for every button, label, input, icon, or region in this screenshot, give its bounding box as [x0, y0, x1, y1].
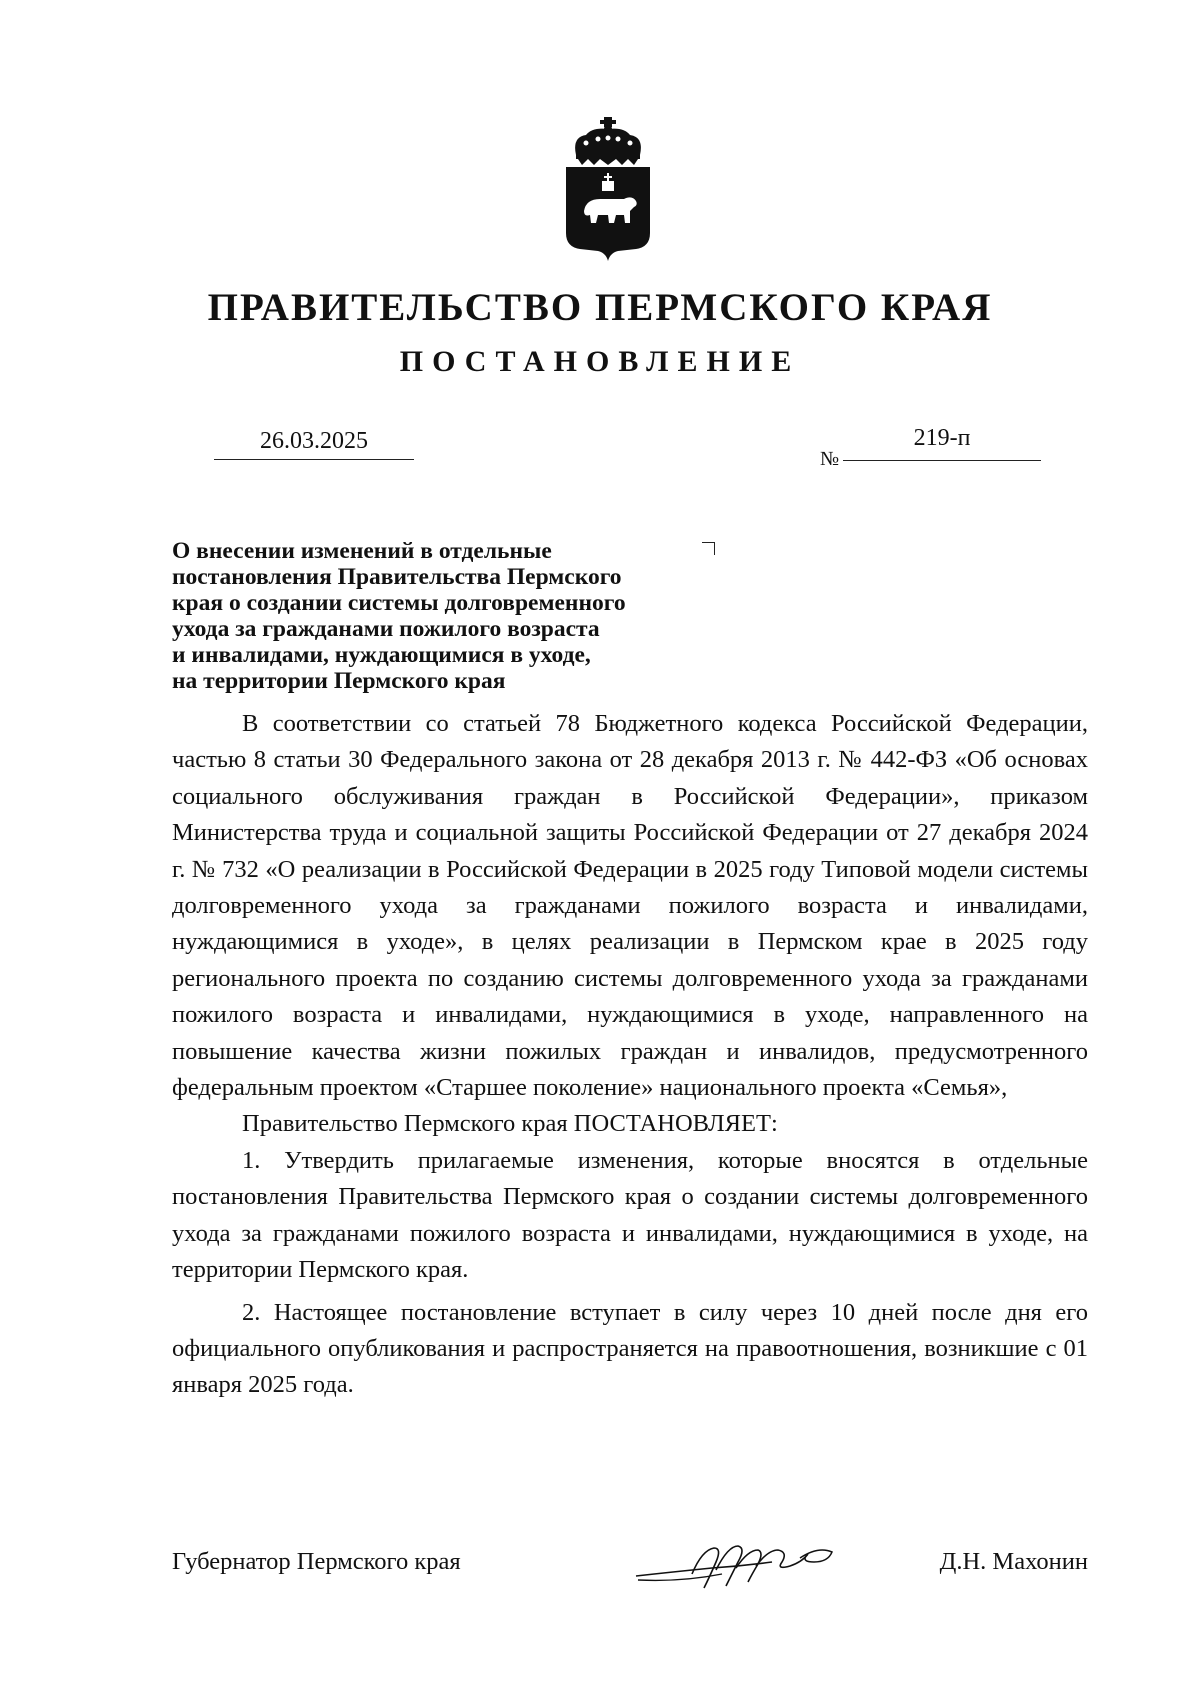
- document-number: 219-п: [843, 425, 1041, 461]
- resolves-paragraph: Правительство Пермского края ПОСТАНОВЛЯЕТ:: [242, 1110, 778, 1138]
- subject-line: О внесении изменений в отдельные: [172, 538, 552, 564]
- signature-block: [172, 1548, 1088, 1598]
- item-2-paragraph: 2. Настоящее постановление вступает в силу через 10 дней после дня его официального опубликования и распространяется на правоотношения, возникшие с 01 января 2025 года.: [172, 1298, 1088, 1399]
- signatory-name: Д.Н. Махонин: [939, 1548, 1088, 1575]
- signatory-title: Губернатор Пермского края: [172, 1548, 461, 1575]
- document-subject: [172, 538, 772, 694]
- document-body: [172, 706, 1088, 1404]
- subject-line: края о создании системы долговременного: [172, 590, 626, 616]
- document-date: 26.03.2025: [214, 428, 414, 460]
- subject-line: и инвалидами, нуждающимися в уходе,: [172, 642, 591, 668]
- subject-line: на территории Пермского края: [172, 668, 506, 694]
- item-1-paragraph: 1. Утвердить прилагаемые изменения, которые вносятся в отдельные постановления Правительства Пермского края о создании системы долговременного ухода за гражданами пожилого возраста и инвалидами, нуждающимися в уходе, на территории Пермского края.: [172, 1146, 1088, 1284]
- handwritten-signature: [632, 1536, 842, 1596]
- subject-line: ухода за гражданами пожилого возраста: [172, 616, 600, 642]
- preamble-paragraph: В соответствии со статьей 78 Бюджетного кодекса Российской Федерации, частью 8 статьи 30 Федерального закона от 28 декабря 2013 г. № 442-ФЗ «Об основах социального обслуживания граждан в Российской Федерации», приказом Министерства труда и социальной защиты Российской Федерации от 27 декабря 2024 г. № 732 «О реализации в Российской Федерации в 2025 году Типовой модели системы долговременного ухода за гражданами пожилого возраста и инвалидами, нуждающимися в уходе», в целях реализации в Пермском крае в 2025 году регионального проекта по созданию системы долговременного ухода за гражданами пожилого возраста и инвалидами, нуждающимися в уходе, направленного на повышение качества жизни пожилых граждан и инвалидов, предусмотренного федеральным проектом «Старшее поколение» национального проекта «Семья»,: [172, 710, 1088, 1102]
- organization-title: ПРАВИТЕЛЬСТВО ПЕРМСКОГО КРАЯ: [207, 286, 993, 329]
- coat-of-arms-icon: [562, 115, 654, 265]
- subject-line: постановления Правительства Пермского: [172, 564, 622, 590]
- subject-corner-mark: [702, 542, 715, 555]
- number-label: №: [820, 448, 840, 470]
- document-type: ПОСТАНОВЛЕНИЕ: [399, 345, 801, 378]
